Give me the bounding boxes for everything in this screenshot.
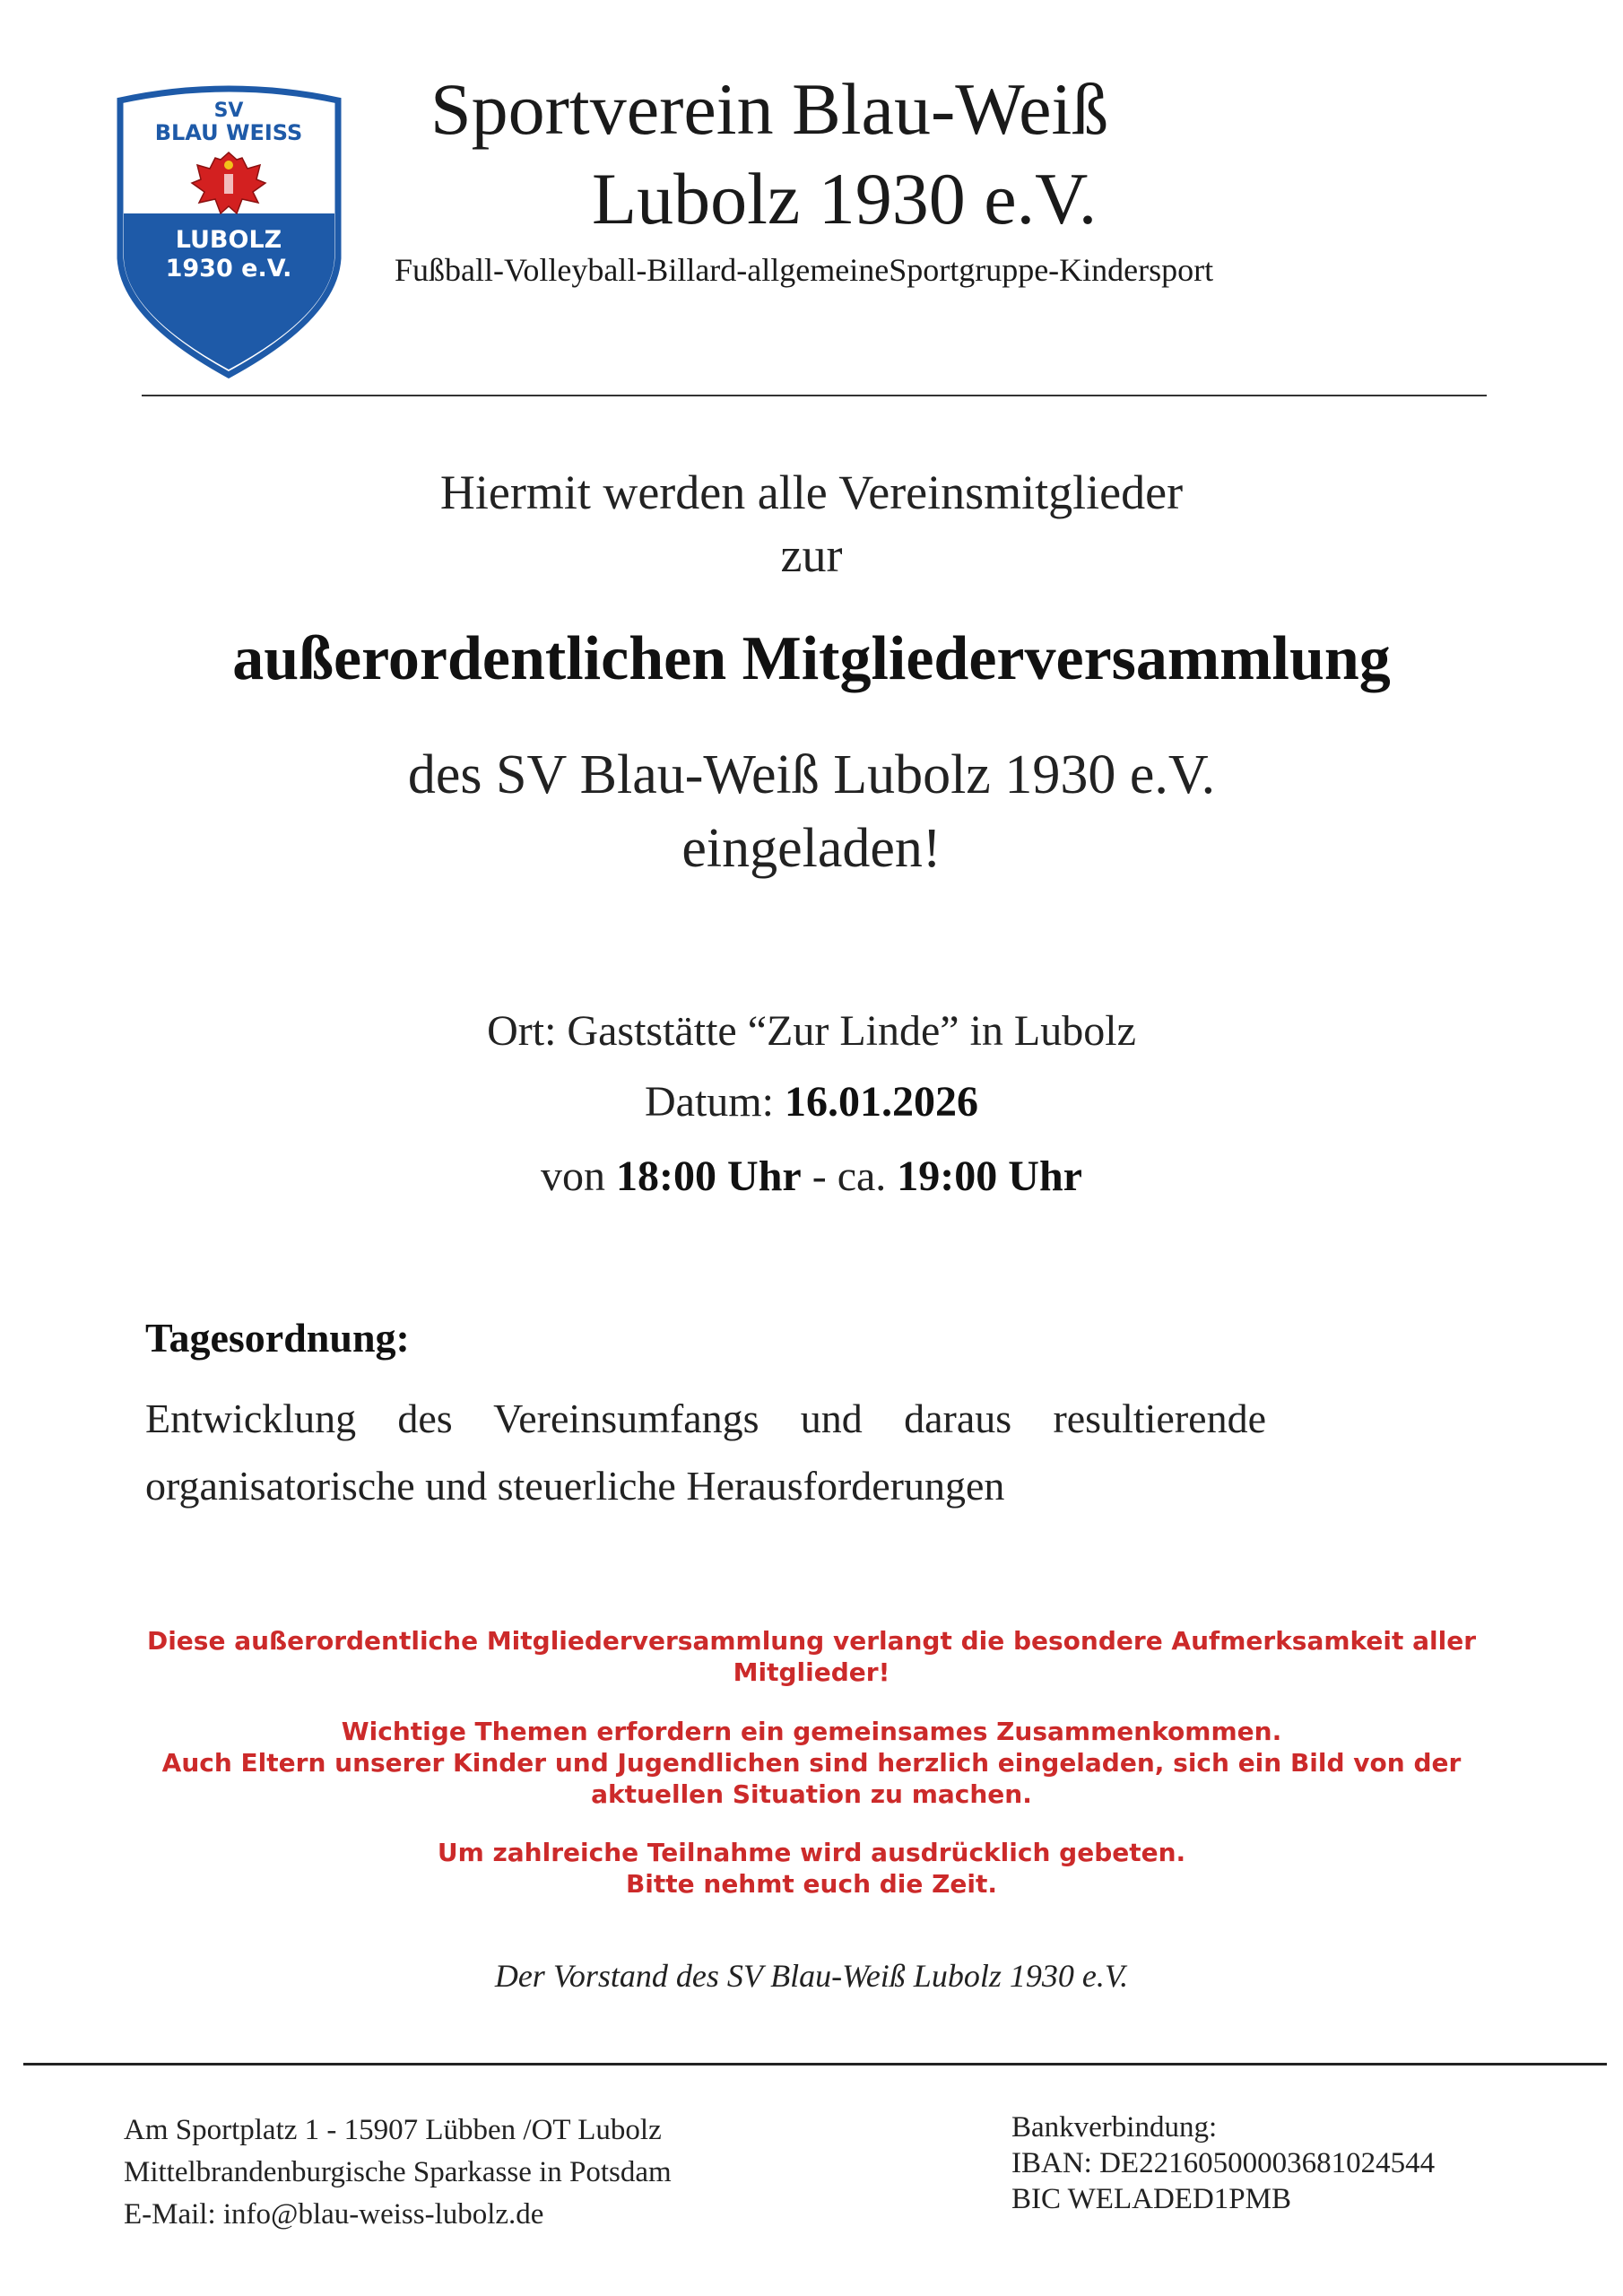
footer-bank-label: Bankverbindung: [1011,2111,1218,2144]
notice-line: Mitglieder! [733,1657,890,1687]
footer-email: E-Mail: info@blau-weiss-lubolz.de [124,2198,544,2231]
intro-line-1: Hiermit werden alle Vereinsmitglieder [439,465,1184,519]
agenda-text-line1: Entwicklung des Vereinsumfangs und daraus resultierende [145,1396,1266,1441]
board-signature: Der Vorstand des SV Blau-Weiß Lubolz 1930 e.V. [494,1958,1129,1994]
logo-lubolz-text: LUBOLZ [175,226,282,254]
footer-bank [1011,2109,1435,2217]
agenda-text-line2: organisatorische und steuerliche Herausforderungen [145,1463,1005,1509]
footer-address: Am Sportplatz 1 - 15907 Lübben /OT Lubolz [124,2114,662,2146]
logo-sv-text: SV [213,100,244,122]
club-full-name: des SV Blau-Weiß Lubolz 1930 e.V. [407,744,1216,805]
time-prefix: von [541,1152,617,1200]
time-start: 18:00 Uhr [616,1152,802,1200]
notice-line: aktuellen Situation zu machen. [591,1779,1032,1809]
meeting-title: außerordentlichen Mitgliederversammlung [232,624,1391,693]
header-divider [142,395,1487,396]
time-middle: - ca. [801,1152,898,1200]
footer-iban: IBAN: DE22160500003681024544 [1011,2147,1436,2179]
agenda-heading: Tagesordnung: [145,1315,410,1361]
notice-line: Wichtige Themen erfordern ein gemeinsames Zusammenkommen. [341,1717,1282,1746]
meeting-date [0,1074,1623,1131]
club-sports-list: Fußball-Volleyball-Billard-allgemeineSportgruppe-Kindersport [395,252,1214,288]
footer-bic: BIC WELADED1PMB [1011,2183,1291,2215]
logo-year-text: 1930 e.V. [165,255,292,283]
date-value: 16.01.2026 [784,1078,978,1126]
notice-line: Bitte nehmt euch die Zeit. [625,1869,998,1899]
meeting-place: Ort: Gaststätte “Zur Linde” in Lubolz [487,1007,1136,1055]
meeting-time [0,1148,1623,1205]
logo-arc-text: BLAU WEISS [154,120,303,145]
notice-line: Auch Eltern unserer Kinder und Jugendlichen sind herzlich eingeladen, sich ein Bild von der [161,1748,1462,1778]
club-name-line2: Lubolz 1930 e.V. [592,158,1098,239]
footer-bank-name: Mittelbrandenburgische Sparkasse in Potsdam [124,2156,672,2188]
footer-contact [124,2109,672,2236]
invited-text: eingeladen! [681,818,942,879]
notice-line: Diese außerordentliche Mitgliederversammlung verlangt die besondere Aufmerksamkeit aller [146,1626,1477,1656]
footer-divider [23,2063,1607,2066]
club-logo [115,83,343,378]
notice-line: Um zahlreiche Teilnahme wird ausdrücklich gebeten. [437,1838,1186,1867]
time-end: 19:00 Uhr [897,1152,1082,1200]
intro-line-2: zur [780,528,843,582]
club-name-line1: Sportverein Blau-Weiß [430,68,1109,150]
date-label: Datum: [645,1078,785,1126]
